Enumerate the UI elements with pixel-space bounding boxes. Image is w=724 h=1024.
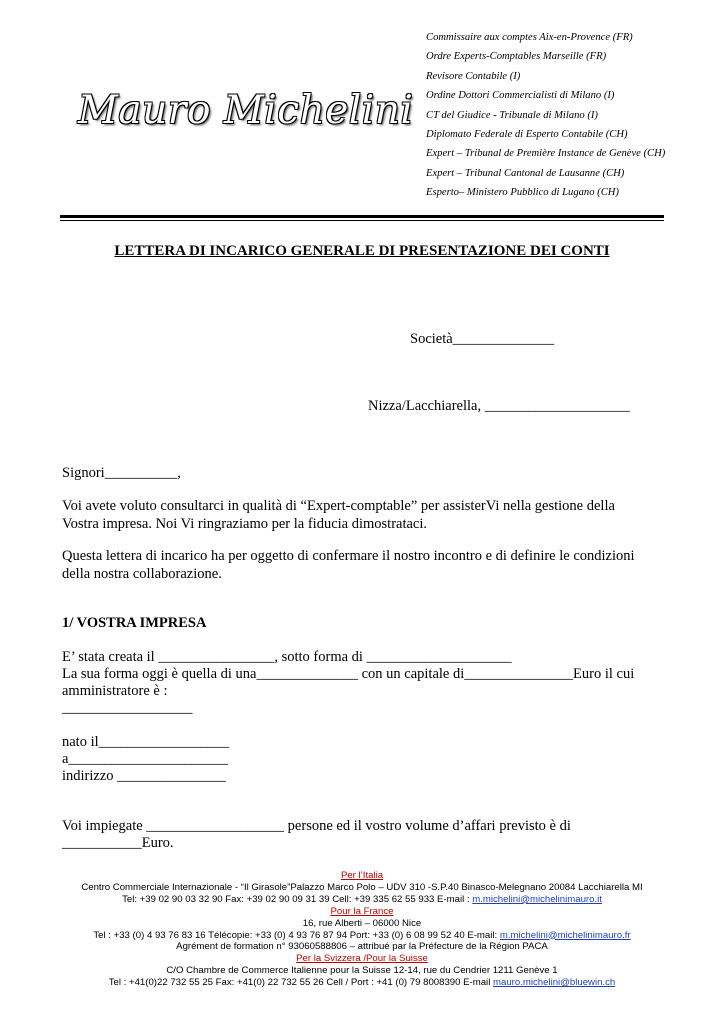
footer-swiss-contacts <box>0 977 724 989</box>
address-line: indirizzo _______________ <box>62 768 226 784</box>
credential-item: CT del Giudice - Tribunale di Milano (I) <box>426 109 598 121</box>
footer-france-email-link[interactable]: m.michelini@michelinimauro.fr <box>499 929 631 941</box>
purpose-line-1: Questa lettera di incarico ha per oggetto di confermare il nostro incontro e di definire le condizioni <box>62 548 635 564</box>
section-1-heading: 1/ VOSTRA IMPRESA <box>62 615 207 631</box>
place-date-field: Nizza/Lacchiarella, ____________________ <box>368 398 630 414</box>
societa-field: Società______________ <box>410 331 555 347</box>
credential-item: Commissaire aux comptes Aix-en-Provence (FR) <box>426 32 633 43</box>
footer-italy-contacts <box>0 894 724 906</box>
footer-swiss-address: C/O Chambre de Commerce Italienne pour la Suisse 12-14, rue du Cendrier 1211 Genève 1 <box>166 965 558 977</box>
footer-italy-contacts-text: Tel: +39 02 90 03 32 90 Fax: +39 02 90 09 31 39 Cell: +39 335 62 55 933 E-mail : <box>122 893 473 905</box>
footer-italy-heading: Per l’Italia <box>340 870 384 881</box>
footer-france-agrement: Agrément de formation n° 93060588806 – attribué par la Préfecture de la Région PACA <box>176 941 548 953</box>
footer-france-heading: Pour la France <box>330 905 394 917</box>
credential-item: Esperto– Ministero Pubblico di Lugano (CH) <box>426 187 619 199</box>
intro-line-1: Voi avete voluto consultarci in qualità di “Expert-comptable” per assisterVi nella gestione della <box>62 498 615 514</box>
employees-line: Voi impiegate ___________________ persone ed il vostro volume d’affari previsto è di <box>62 818 571 834</box>
credentials-list <box>426 28 716 203</box>
administrator-label: amministratore è : <box>62 683 168 699</box>
salutation: Signori__________, <box>62 465 181 481</box>
header-divider-thick <box>60 215 664 218</box>
letter-footer <box>0 870 724 989</box>
author-logo: Mauro Michelini <box>78 88 414 133</box>
footer-france-contacts-text: Tel : +33 (0) 4 93 76 83 16 Télécopie: +33 (0) 4 93 76 87 94 Port: +33 (0) 6 08 99 52 40 E-mail: <box>93 929 500 941</box>
header-divider-thin <box>60 220 664 221</box>
birth-place-line: a______________________ <box>62 751 228 767</box>
credential-item: Revisore Contabile (I) <box>426 70 521 82</box>
administrator-blank: __________________ <box>62 700 193 716</box>
intro-line-2: Vostra impresa. Noi Vi ringraziamo per la fiducia dimostrataci. <box>62 516 428 532</box>
footer-france-contacts <box>0 930 724 942</box>
credential-item: Expert – Tribunal Cantonal de Lausanne (CH) <box>426 167 625 179</box>
footer-italy-address: Centro Commerciale Internazionale - “Il Girasole”Palazzo Marco Polo – UDV 310 -S.P.40 Binasco-Melegnano 20084 Lacchiarella MI <box>81 881 643 893</box>
credential-item: Ordre Experts-Comptables Marseille (FR) <box>426 51 607 63</box>
footer-swiss-contacts-text: Tel : +41(0)22 732 55 25 Fax: +41(0) 22 732 55 26 Cell / Port : +41 (0) 79 8008390 E-mail <box>108 977 493 989</box>
birth-date-line: nato il__________________ <box>62 734 230 750</box>
credential-item: Diplomato Federale di Esperto Contabile (CH) <box>426 128 628 140</box>
footer-swiss-email-link[interactable]: mauro.michelini@bluewin.ch <box>493 977 616 989</box>
footer-swiss-heading: Per la Svizzera /Pour la Suisse <box>296 953 428 965</box>
purpose-line-2: della nostra collaborazione. <box>62 566 222 582</box>
footer-italy-email-link[interactable]: m.michelini@michelinimauro.it <box>472 893 602 905</box>
credential-item: Ordine Dottori Commercialisti di Milano (I) <box>426 90 615 102</box>
document-title: LETTERA DI INCARICO GENERALE DI PRESENTAZIONE DEI CONTI <box>114 243 610 259</box>
company-form-line: La sua forma oggi è quella di una______________ con un capitale di_______________Euro il cui <box>62 666 635 682</box>
turnover-line: ___________Euro. <box>62 835 174 851</box>
credential-item: Expert – Tribunal de Première Instance de Genève (CH) <box>426 148 666 160</box>
footer-france-address: 16, rue Alberti – 06000 Nice <box>302 917 422 929</box>
company-creation-line: E’ stata creata il ________________, sotto forma di ____________________ <box>62 649 512 665</box>
